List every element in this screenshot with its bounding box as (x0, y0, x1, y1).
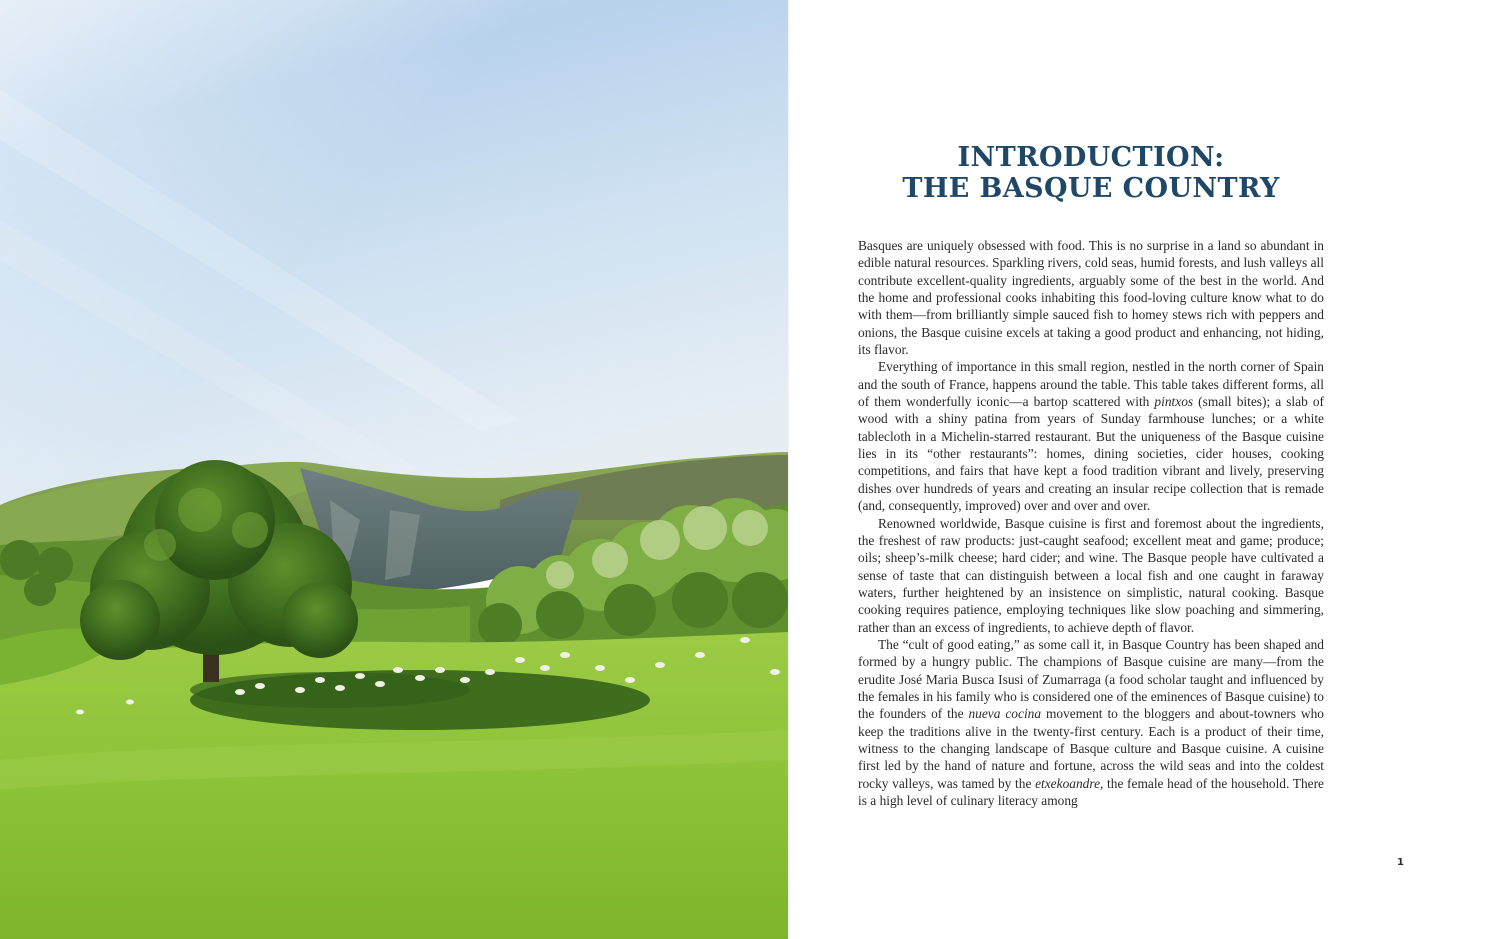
body-paragraph (858, 636, 1324, 809)
paragraph-text: movement to the bloggers and about-towners who keep the traditions alive in the twenty-first century. Each is a product of their time, witness to the changing landscape of Basque culture and Basque cuisine. A cuisine first led by the hand of nature and fortune, across the wild seas and into the coldest rocky valleys, was tamed by the (858, 706, 1324, 791)
chapter-title (858, 142, 1324, 204)
chapter-title-line-1: INTRODUCTION: (957, 142, 1225, 173)
body-paragraph (858, 237, 1324, 358)
paragraph-text: Basques are uniquely obsessed with food. This is no surprise in a land so abundant in edible natural resources. Sparkling rivers, cold seas, humid forests, and lush valleys all contribute excellent-quality ingredients, arguably some of the best in the world. And the home and professional cooks inhabiting this food-loving culture know what to do with them—from brilliantly simple sauced fish to homey stews rich with peppers and onions, the Basque cuisine excels at taking a good product and enhancing, not hiding, its flavor. (858, 238, 1324, 358)
body-paragraph (858, 358, 1324, 514)
text-page (790, 0, 1500, 939)
body-text (858, 237, 1324, 809)
paragraph-text: , the female head of the household. There is a high level of culinary literacy among (858, 775, 1324, 808)
body-paragraph (858, 515, 1324, 636)
paragraph-text: (small bites); a slab of wood with a shiny patina from years of Sunday farmhouse lunches; or a white tablecloth in a Michelin-starred restaurant. But the uniqueness of the Basque cuisine lies in its “other restaurants”: homes, dining societies, cider houses, cooking competitions, and fairs that have kept a food tradition vibrant and lively, preserving dishes over hundreds of years and creating an insular recipe collection that is remade (and, consequently, improved) over and over and over. (858, 394, 1324, 514)
paragraph-text: The “cult of good eating,” as some call it, in Basque Country has been shaped and formed by a hungry public. The champions of Basque cuisine are many—from the erudite José Maria Busca Isusi of Zumarraga (a food scholar taught and influenced by the females in his family who is considered one of the eminences of Basque cuisine) to the founders of the (858, 636, 1324, 722)
italic-term: pintxos (1154, 394, 1194, 410)
page-number: 1 (1397, 857, 1404, 868)
paragraph-text: Renowned worldwide, Basque cuisine is first and foremost about the ingredients, the freshest of raw products: just-caught seafood; excellent meat and game; produce; oils; sheep’s-milk cheese; hard cider; and wine. The Basque people have cultivated a sense of taste that can distinguish between a local fish and one caught in faraway waters, further heightened by an insistence on simplistic, natural cooking. Basque cooking requires patience, employing techniques like slow poaching and simmering, rather than an excess of ingredients, to achieve depth of flavor. (858, 515, 1324, 635)
paragraph-text: Everything of importance in this small region, nestled in the north corner of Spain and the south of France, happens around the table. This table takes different forms, all of them wonderfully iconic—a bartop scattered with (858, 359, 1324, 410)
italic-term: nueva cocina (968, 706, 1042, 722)
italic-term: etxekoandre (1035, 775, 1101, 791)
chapter-title-line-2: THE BASQUE COUNTRY (902, 173, 1280, 204)
